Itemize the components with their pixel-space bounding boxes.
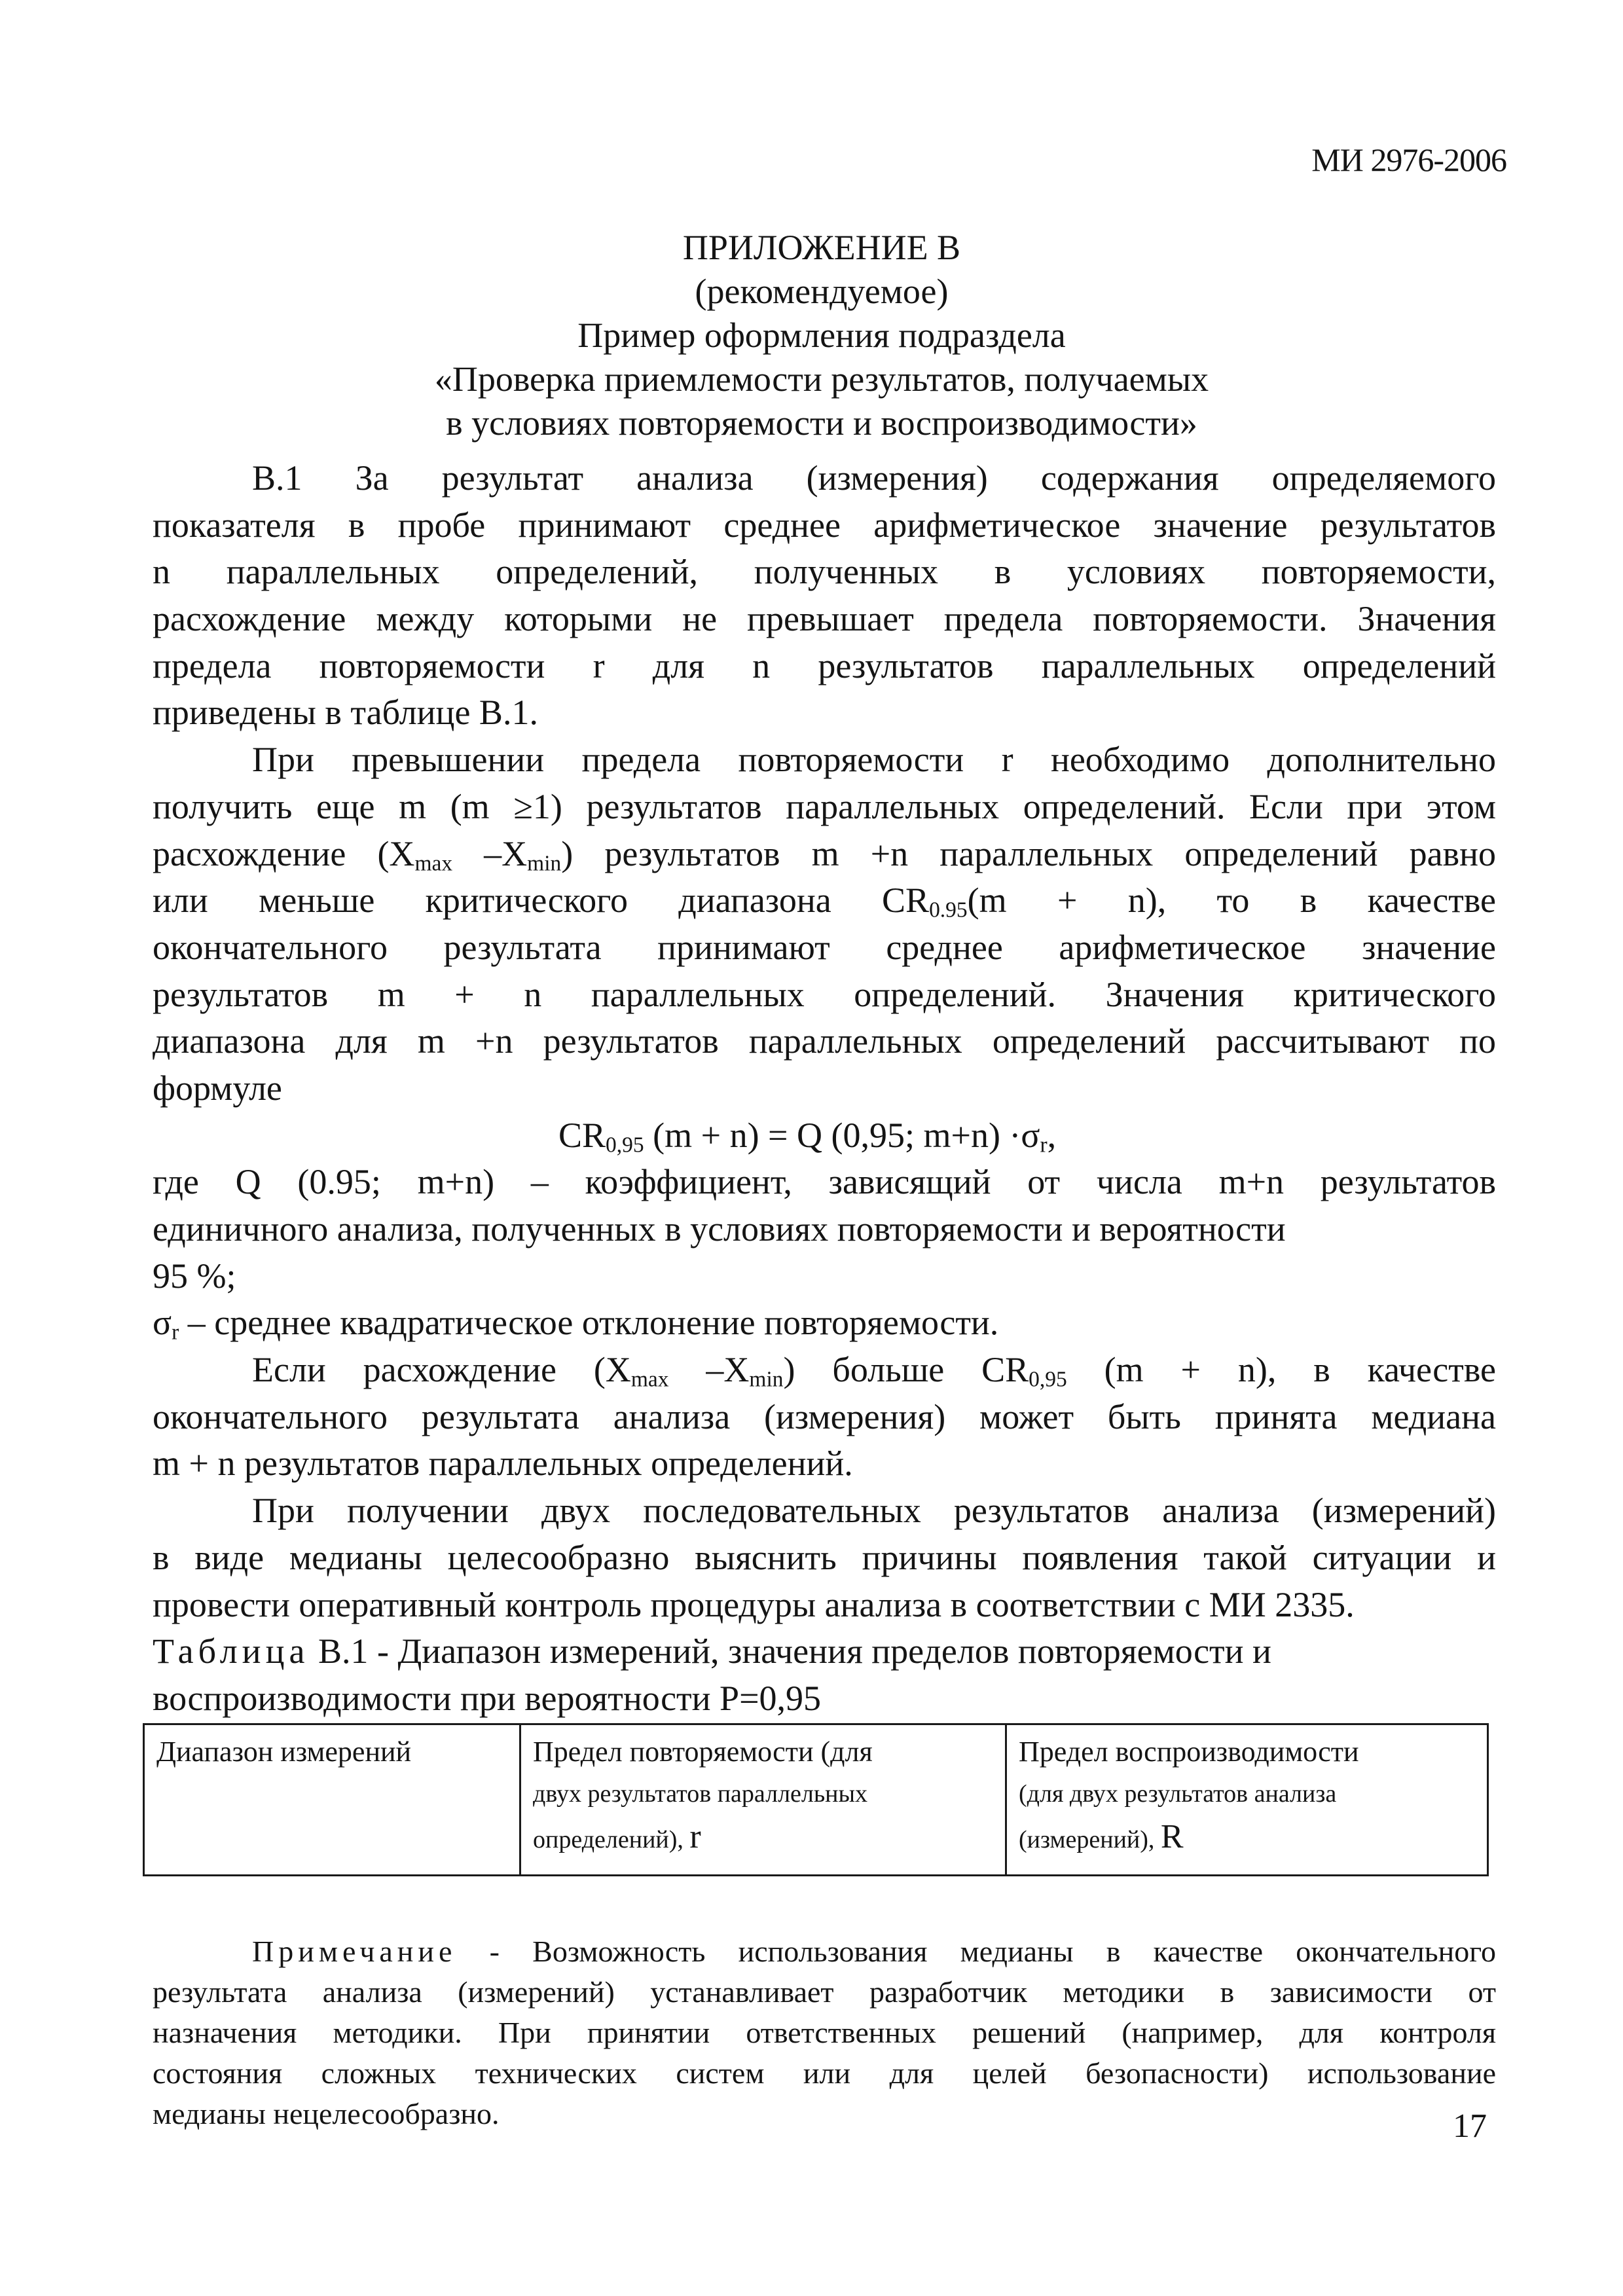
paragraph-line: $\sigma_r$ – среднее квадратическое отклонение повторяемости. [153,1303,999,1345]
paragraph-line: предела повторяемости r для n результатов параллельных определений [153,646,1496,685]
page-number: 17 [1453,2107,1487,2145]
note [153,1931,1496,2134]
annex-heading [131,226,1512,445]
paragraph-line: результатов m + n параллельных определений. Значения критического [153,974,1496,1014]
paragraph-line: При превышении предела повторяемости r необходимо дополнительно [252,740,1496,780]
paragraph-line: или меньше критического диапазона $CR_{0.95}(m + n)$, то в качестве [153,881,1496,922]
paragraph-line: расхождение между которыми не превышает предела повторяемости. Значения [153,599,1496,639]
paragraph-line: единичного анализа, полученных в условиях повторяемости и вероятности [153,1209,1286,1248]
note-word: Примечание [252,1935,457,1968]
formula: $CR_{0,95}$ (m + n) = Q (0,95; $m+n) \cdot\sigma_r$, [558,1115,1057,1157]
paragraph-line: окончательного результата принимают среднее арифметическое значение [153,927,1496,967]
document-code: МИ 2976-2006 [1311,141,1506,178]
table-caption: Таблица В.1 - Диапазон измерений, значения пределов повторяемости и [153,1631,1271,1671]
table-header-cell: Предел воспроизводимости (для двух результатов анализа (измерений), R [1005,1725,1487,1874]
note-line: Примечание - Возможность использования медианы в качестве окончательного [252,1935,1496,1968]
note-line: результата анализа (измерений) устанавливает разработчик методики в зависимости от [153,1975,1496,2009]
subsection-title-line3: в условиях повторяемости и воспроизводимости» [446,403,1197,443]
limits-table [143,1723,1489,1876]
table-caption: воспроизводимости при вероятности P=0,95 [153,1678,822,1718]
paragraph-line: формуле [153,1068,282,1108]
paragraph-line: Если расхождение ($X_{max}$ $-X_{min}$) больше $CR_{0,95}$ (m + n), в качестве [252,1350,1497,1392]
table-caption-word: Таблица [153,1631,310,1671]
table-header-cell: Диапазон измерений [156,1736,412,1768]
paragraph-line: приведены в таблице В.1. [153,693,538,733]
paragraph-line: окончательного результата анализа (измерения) может быть принята медиана [153,1396,1496,1436]
note-line: состояния сложных технических систем или для целей безопасности) использование [153,2056,1496,2090]
annex-status: (рекомендуемое) [695,272,949,311]
note-line: медианы нецелесообразно. [153,2097,500,2130]
paragraph-line: получить еще m (m ≥1) результатов параллельных определений. Если при этом [153,786,1496,826]
annex-title: ПРИЛОЖЕНИЕ В [682,228,961,267]
subsection-title-line1: Пример оформления подраздела [577,316,1066,355]
paragraph-line: в виде медианы целесообразно выяснить причины появления такой ситуации и [153,1537,1496,1577]
note-line: назначения методики. При принятии ответственных решений (например, для контроля [153,2016,1496,2049]
paragraph-line: расхождение ($X_{max}$ $-X_{min}$) результатов m +n параллельных определений равно [153,833,1496,875]
paragraph-line: 95 %; [153,1256,236,1296]
table-header-cell: Предел повторяемости (для двух результатов параллельных определений), r [519,1725,1005,1874]
paragraph-line: n параллельных определений, полученных в условиях повторяемости, [153,552,1496,592]
paragraph-line: провести оперативный контроль процедуры анализа в соответствии с МИ 2335. [153,1584,1355,1624]
paragraph-line: m + n результатов параллельных определений. [153,1444,853,1484]
paragraph-line: показателя в пробе принимают среднее арифметическое значение результатов [153,505,1496,545]
paragraph-line: диапазона для m +n результатов параллельных определений рассчитывают по [153,1021,1496,1061]
paragraph-line: где Q (0.95; m+n) – коэффициент, зависящий от числа m+n результатов [153,1162,1496,1202]
paragraph-line: В.1 За результат анализа (измерения) содержания определяемого [252,458,1496,498]
paragraph-line: При получении двух последовательных результатов анализа (измерений) [252,1491,1496,1531]
body-text [153,455,1496,1722]
subsection-title-line2: «Проверка приемлемости результатов, получаемых [434,359,1209,399]
